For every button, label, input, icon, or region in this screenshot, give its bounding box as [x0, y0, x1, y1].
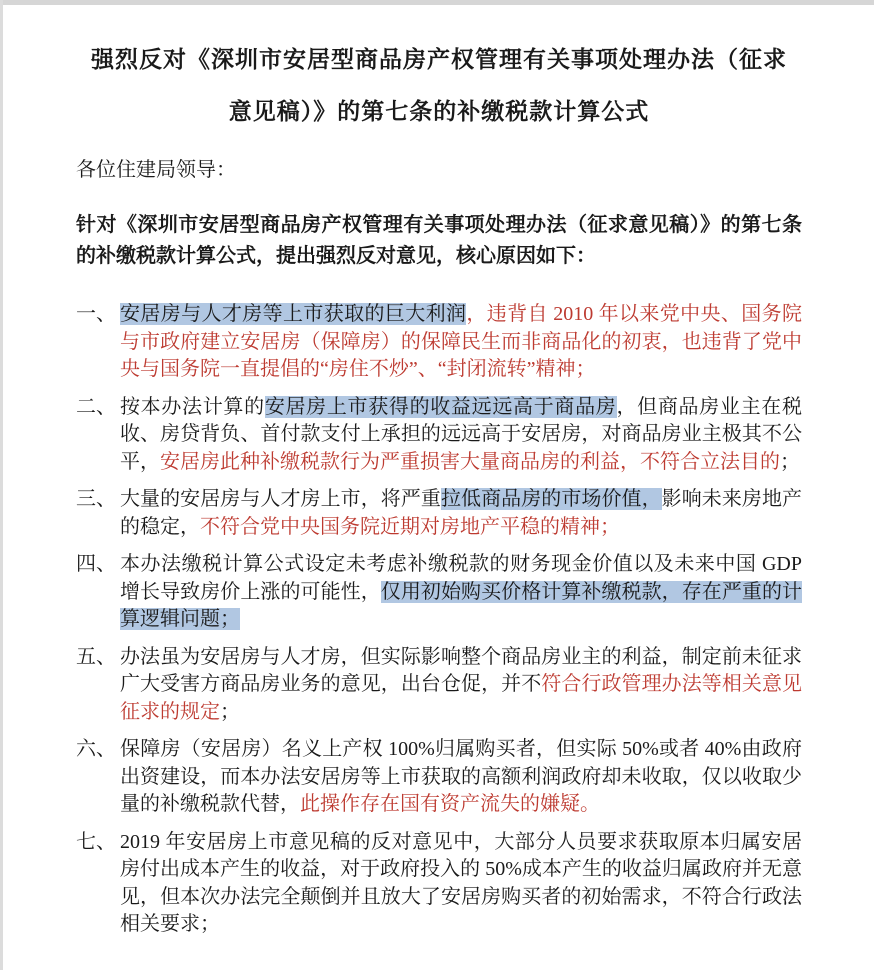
- text-run-normal: 大量的安居房与人才房上市，将严重: [120, 488, 441, 510]
- text-run-normal: 办法虽为安居房与人才房，但实际影响整个商品房业主的利益，制定前未征求广大受害方商品房业务的意见，出台仓促，并不: [120, 645, 802, 695]
- item-text: [120, 829, 802, 939]
- title-line-2: 意见稿）》的第七条的补缴税款计算公式: [228, 99, 650, 124]
- item-text: [120, 301, 802, 384]
- item-text: [120, 486, 802, 541]
- item-number: 四、: [76, 553, 116, 575]
- list-item: [76, 486, 802, 541]
- text-run-normal: 本办法缴税计算公式设定未考虑补缴税款的财务现金价值以及未来中国 GDP 增长导致房价上涨的可能性，: [120, 553, 802, 603]
- text-run-highlight: 仅用初始购买价格计算补缴税款，存在严重的计算逻辑问题；: [120, 580, 803, 630]
- list-item: [76, 736, 802, 819]
- text-run-red: ，违背自 2010 年以来党中央、国务院与市政府建立安居房（保障房）的保障民生而非商品化的初衷，也违背了党中央与国务院一直提倡的“房住不炒”、“封闭流转”精神；: [120, 303, 802, 380]
- item-number: 三、: [76, 488, 116, 510]
- text-run-normal: 影响未来房地产的稳定，: [120, 488, 803, 538]
- salutation: 各位住建局领导：: [76, 159, 236, 181]
- item-number: 五、: [76, 645, 116, 668]
- text-run-normal: ；: [780, 450, 800, 473]
- text-run-normal: ；: [220, 700, 240, 723]
- text-run-normal: 2019 年安居房上市意见稿的反对意见中，大部分人员要求获取原本归属安居房付出成本产生的收益，对于政府投入的 50%成本产生的收益归属政府并无意见，但本次办法完全颠倒并且放大了安居房购买者的初始需求，不符合行政法相关要求；: [120, 830, 802, 935]
- page-top-edge: [0, 0, 874, 5]
- page-left-edge: [0, 0, 3, 970]
- reason-list: [76, 301, 802, 939]
- text-run-normal: 保障房（安居房）名义上产权 100%归属购买者，但实际 50%或者 40%由政府出资建设，而本办法安居房等上市获取的高额利润政府却未收取，仅以收取少量的补缴税款代替，: [120, 738, 802, 815]
- text-run-red: 不符合党中央国务院近期对房地产平稳的精神；: [200, 515, 620, 538]
- item-text: [120, 394, 802, 477]
- list-item: [76, 551, 802, 634]
- item-text: [120, 736, 802, 819]
- item-number: 一、: [76, 303, 116, 325]
- item-number: 二、: [76, 395, 116, 418]
- text-run-red: 符合行政管理办法等相关意见征求的规定: [120, 673, 803, 723]
- intro-paragraph: 针对《深圳市安居型商品房产权管理有关事项处理办法（征求意见稿）》的第七条的补缴税款计算公式，提出强烈反对意见，核心原因如下：: [76, 214, 802, 267]
- text-run-normal: ，但商品房业主在税收、房贷背负、首付款支付上承担的远远高于安居房，对商品房业主极其不公平，: [120, 395, 802, 473]
- text-run-highlight: 安居房与人才房等上市获取的巨大利润: [120, 303, 467, 325]
- text-run-red: 安居房此种补缴税款行为严重损害大量商品房的利益，不符合立法目的: [160, 450, 780, 473]
- list-item: [76, 829, 802, 939]
- text-run-normal: 按本办法计算的: [120, 395, 265, 418]
- list-item: [76, 644, 802, 727]
- list-item: [76, 301, 802, 384]
- document-title: [76, 34, 802, 138]
- text-run-highlight: 安居房上市获得的收益远远高于商品房: [264, 395, 617, 418]
- item-text: [120, 644, 802, 727]
- list-item: [76, 394, 802, 477]
- item-number: 七、: [76, 830, 116, 853]
- title-line-1: 强烈反对《深圳市安居型商品房产权管理有关事项处理办法（征求: [91, 47, 787, 72]
- item-number: 六、: [76, 738, 116, 760]
- text-run-highlight: 拉低商品房的市场价值，: [440, 488, 662, 510]
- text-run-red: 此操作存在国有资产流失的嫌疑。: [300, 793, 600, 815]
- item-text: [120, 551, 802, 634]
